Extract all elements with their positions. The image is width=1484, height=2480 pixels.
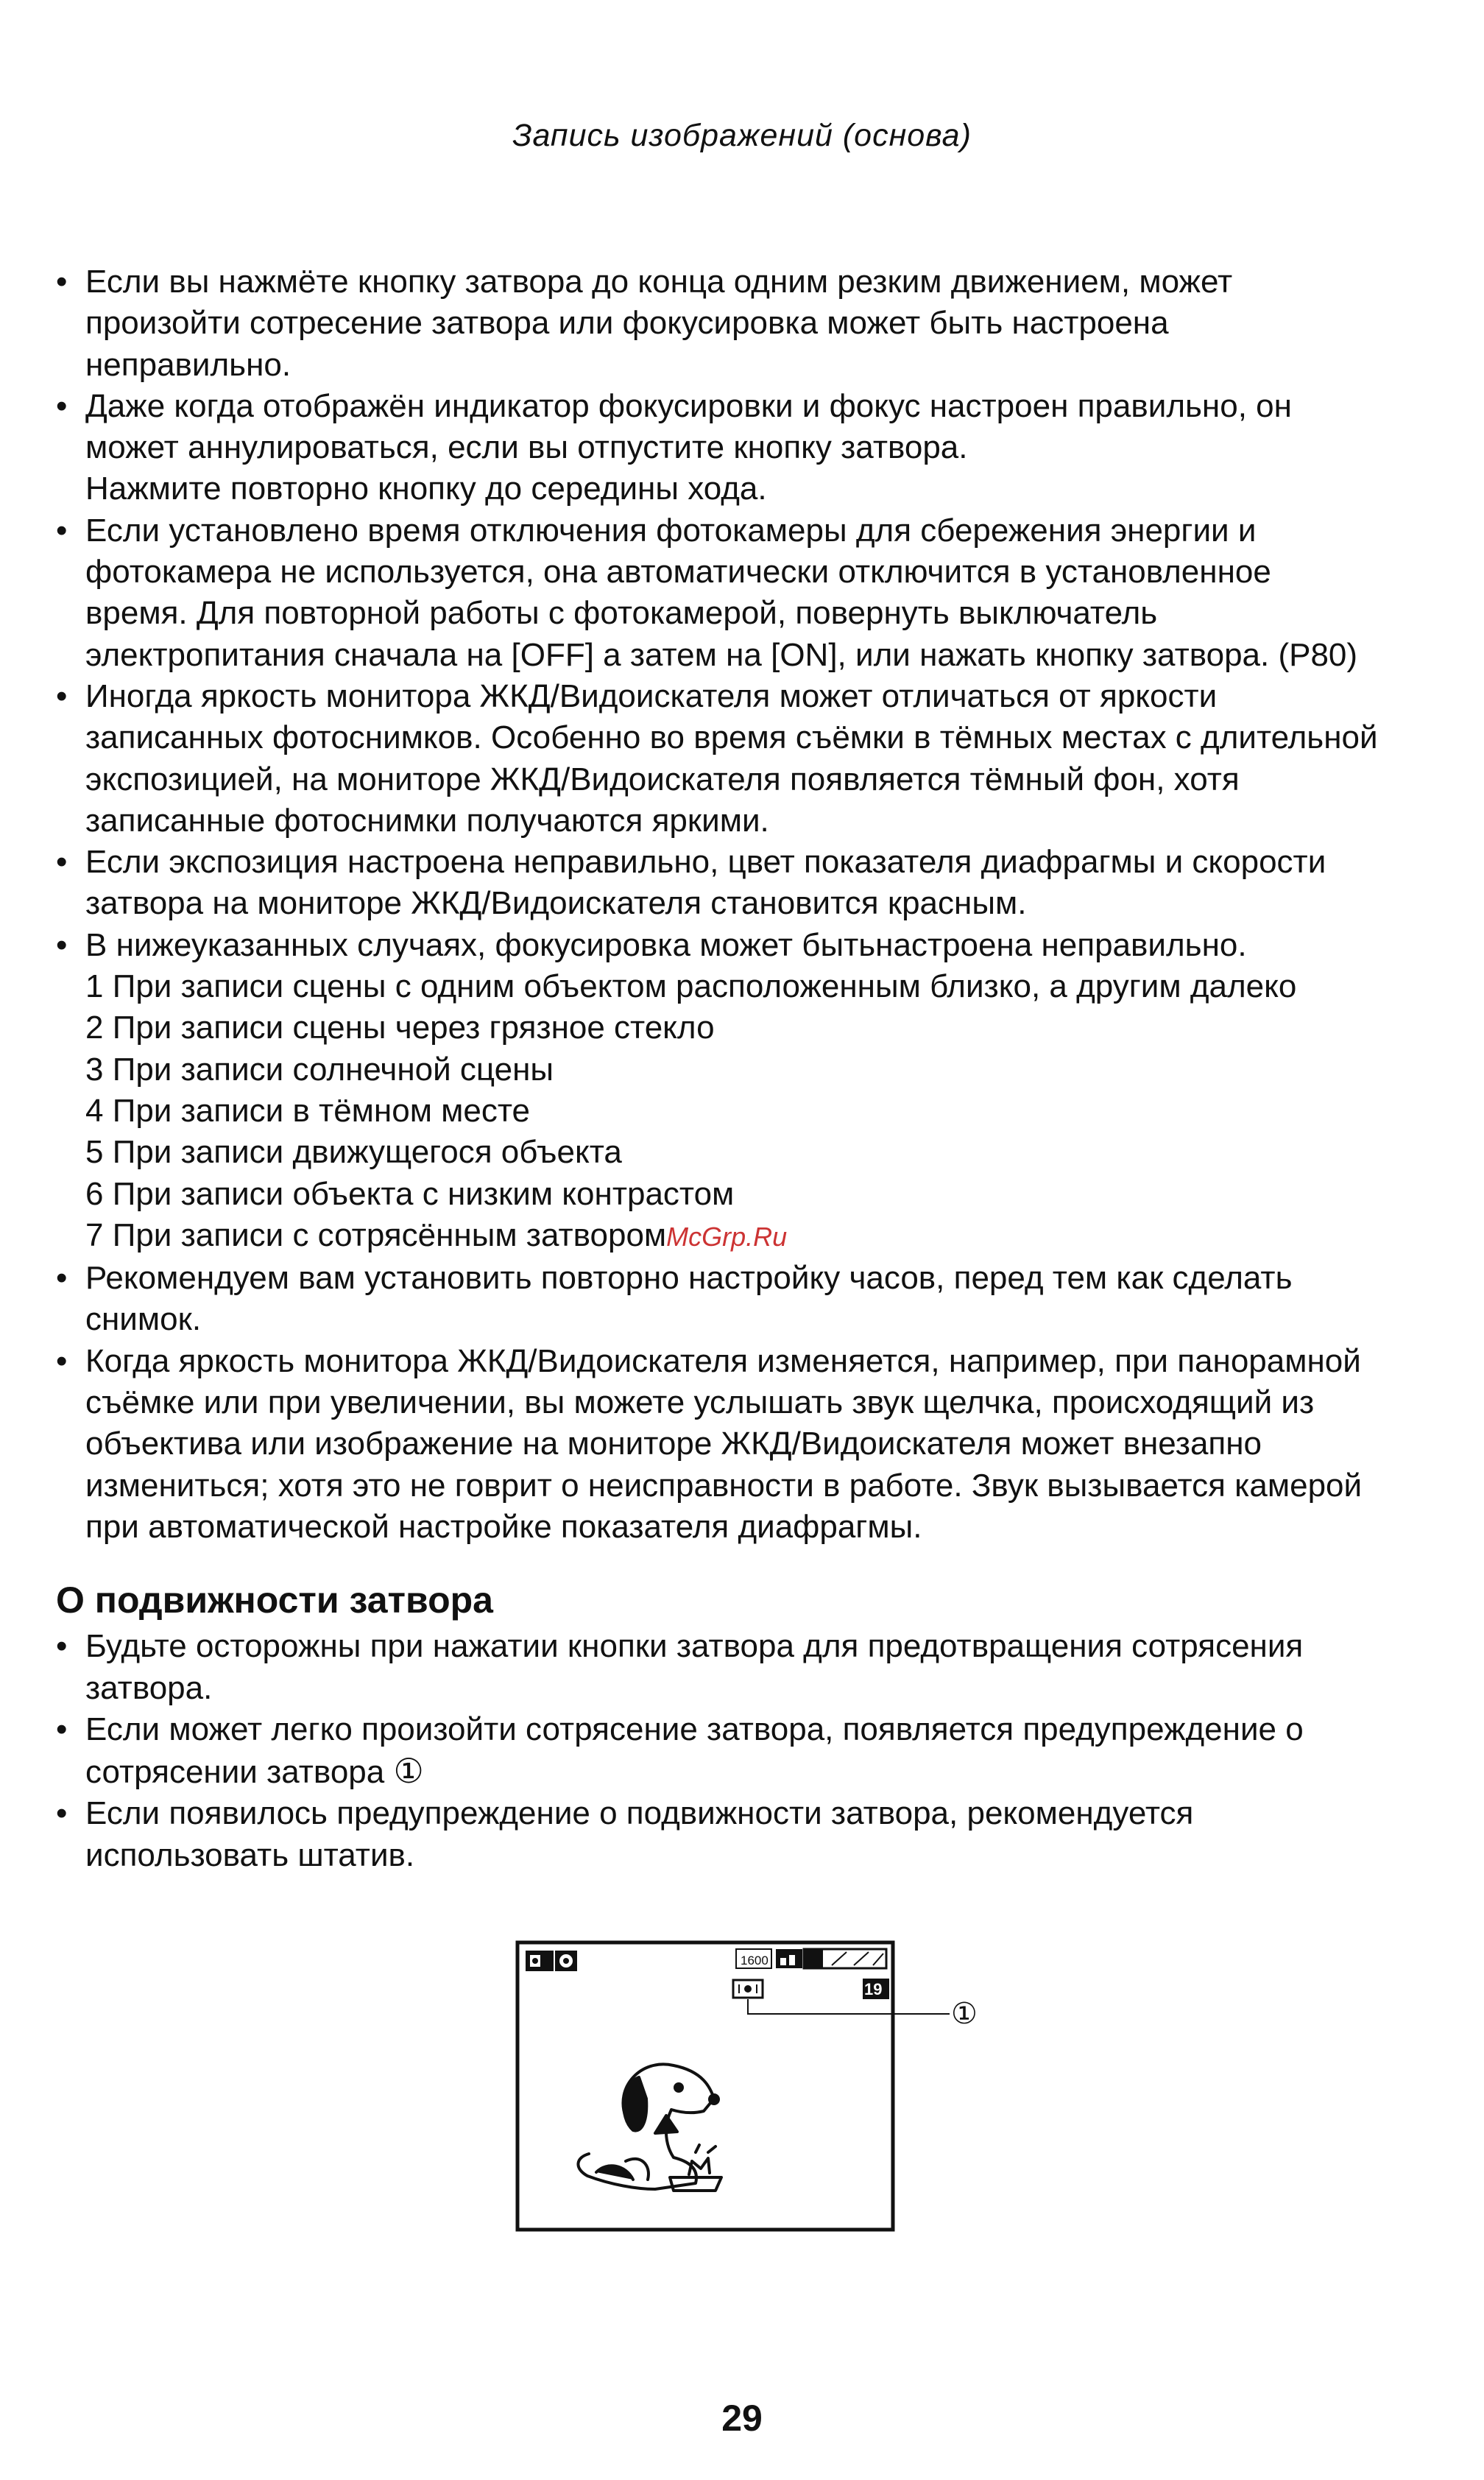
text-line: неправильно. xyxy=(85,346,292,383)
bullet-item xyxy=(56,1341,1432,1548)
quality-icon xyxy=(776,1949,802,1968)
bullet-marker: • xyxy=(56,1260,68,1297)
text-line: В нижеуказанных случаях, фокусировка может бытьнастроена неправильно. xyxy=(85,926,1247,963)
bullet-item xyxy=(56,925,1432,966)
numbered-item: 5 При записи движущегося объекта xyxy=(85,1134,622,1171)
text-line: экспозицией, на мониторе ЖКД/Видоискателя появляется тёмный фон, хотя xyxy=(85,761,1240,797)
text-line: время. Для повторной работы с фотокамерой, повернуть выключатель xyxy=(85,595,1158,632)
record-mode-icon xyxy=(526,1951,577,1971)
resolution-label: 1600 xyxy=(741,1954,768,1968)
bullet-marker: • xyxy=(56,264,68,300)
lcd-frame xyxy=(517,1942,893,2230)
bullet-item xyxy=(56,1793,1432,1876)
text-line: сотрясении затвора ① xyxy=(85,1750,1432,1793)
bullet-item xyxy=(56,1626,1432,1709)
remaining-count: 19 xyxy=(864,1980,883,1998)
text-line: Если появилось предупреждение о подвижности затвора, рекомендуется xyxy=(85,1795,1194,1832)
bullet-item xyxy=(56,261,1432,386)
bullet-list-2 xyxy=(56,1258,1432,1548)
numbered-item: 3 При записи солнечной сцены xyxy=(85,1051,554,1088)
text-line: использовать штатив. xyxy=(85,1836,415,1873)
shake-warning-icon xyxy=(733,1980,763,1998)
text-line: объектива или изображение на мониторе ЖКД/Видоискателя может внезапно xyxy=(85,1426,1262,1462)
numbered-item: 2 При записи сцены через грязное стекло xyxy=(85,1010,715,1046)
watermark: McGrp.Ru xyxy=(666,1221,788,1252)
section-title: О подвижности затвора xyxy=(56,1579,493,1621)
page-number: 29 xyxy=(721,2398,763,2439)
text-line: фотокамера не используется, она автоматически отключится в установленное xyxy=(85,554,1271,591)
bullet-item xyxy=(56,676,1432,842)
bullet-marker: • xyxy=(56,1342,68,1379)
text-line: Если экспозиция настроена неправильно, цвет показателя диафрагмы и скорости xyxy=(85,844,1326,881)
bullet-marker: • xyxy=(56,1795,68,1832)
text-line: Если вы нажмёте кнопку затвора до конца одним резким движением, может xyxy=(85,264,1233,300)
text-line: при автоматической настройке показателя диафрагмы. xyxy=(85,1508,922,1545)
text-line: электропитания сначала на [OFF] а затем на [ON], или нажать кнопку затвора. (P80) xyxy=(85,636,1358,673)
bullet-item xyxy=(56,1709,1432,1794)
bullet-list-1 xyxy=(56,261,1432,966)
text-line: Рекомендуем вам установить повторно настройку часов, перед тем как сделать xyxy=(85,1260,1293,1297)
callout-marker: ① xyxy=(951,1997,978,2031)
bullet-marker: • xyxy=(56,1628,68,1665)
text-line: произойти сотресение затвора или фокусировка может быть настроена xyxy=(85,305,1169,342)
bullet-item xyxy=(56,386,1432,510)
bullet-marker: • xyxy=(56,926,68,963)
numbered-item: 7 При записи с сотрясённым затворомMcGrp.Ru xyxy=(85,1216,788,1253)
lcd-monitor-figure xyxy=(515,1940,986,2235)
page-header: Запись изображений (основа) xyxy=(512,118,972,153)
text-line: съёмке или при увеличении, вы можете услышать звук щелчка, происходящий из xyxy=(85,1384,1315,1421)
text-line: Даже когда отображён индикатор фокусировки и фокус настроен правильно, он xyxy=(85,387,1292,424)
text-line: затвора на мониторе ЖКД/Видоискателя становится красным. xyxy=(85,885,1027,922)
bullet-item xyxy=(56,842,1432,925)
battery-icon xyxy=(804,1949,886,1968)
text-line: записанных фотоснимков. Особенно во время съёмки в тёмных местах с длительной xyxy=(85,719,1378,756)
text-line: Если установлено время отключения фотокамеры для сбережения энергии и xyxy=(85,512,1257,549)
numbered-item: 4 При записи в тёмном месте xyxy=(85,1092,531,1129)
text-line: Нажмите повторно кнопку до середины хода. xyxy=(85,471,767,507)
callout-reference: ① xyxy=(393,1752,424,1791)
text-line: записанные фотоснимки получаются яркими. xyxy=(85,802,769,839)
bullet-marker: • xyxy=(56,387,68,424)
bullet-marker: • xyxy=(56,844,68,881)
numbered-list xyxy=(56,966,1432,1258)
text-line: Если может легко произойти сотрясение затвора, появляется предупреждение о xyxy=(85,1711,1304,1747)
bullet-marker: • xyxy=(56,512,68,549)
numbered-item: 1 При записи сцены с одним объектом расположенным близко, а другим далеко xyxy=(85,968,1297,1005)
bullet-marker: • xyxy=(56,677,68,714)
text-line: Когда яркость монитора ЖКД/Видоискателя изменяется, например, при панорамной xyxy=(85,1342,1361,1379)
content xyxy=(56,261,1432,1876)
bullet-list-3 xyxy=(56,1626,1432,1876)
text-line: снимок. xyxy=(85,1301,202,1338)
text-line: затвора. xyxy=(85,1669,213,1706)
lcd-illustration xyxy=(515,1940,986,2235)
text-line: Иногда яркость монитора ЖКД/Видоискателя может отличаться от яркости xyxy=(85,677,1218,714)
numbered-item: 6 При записи объекта с низким контрастом xyxy=(85,1175,735,1212)
bullet-item xyxy=(56,510,1432,676)
text-line: измениться; хотя это не говрит о неисправности в работе. Звук вызывается камерой xyxy=(85,1467,1363,1504)
text-line: Будьте осторожны при нажатии кнопки затвора для предотвращения сотрясения xyxy=(85,1628,1304,1665)
bullet-marker: • xyxy=(56,1711,68,1747)
bullet-item xyxy=(56,1258,1432,1341)
text-line: может аннулироваться, если вы отпустите кнопку затвора. xyxy=(85,429,968,466)
